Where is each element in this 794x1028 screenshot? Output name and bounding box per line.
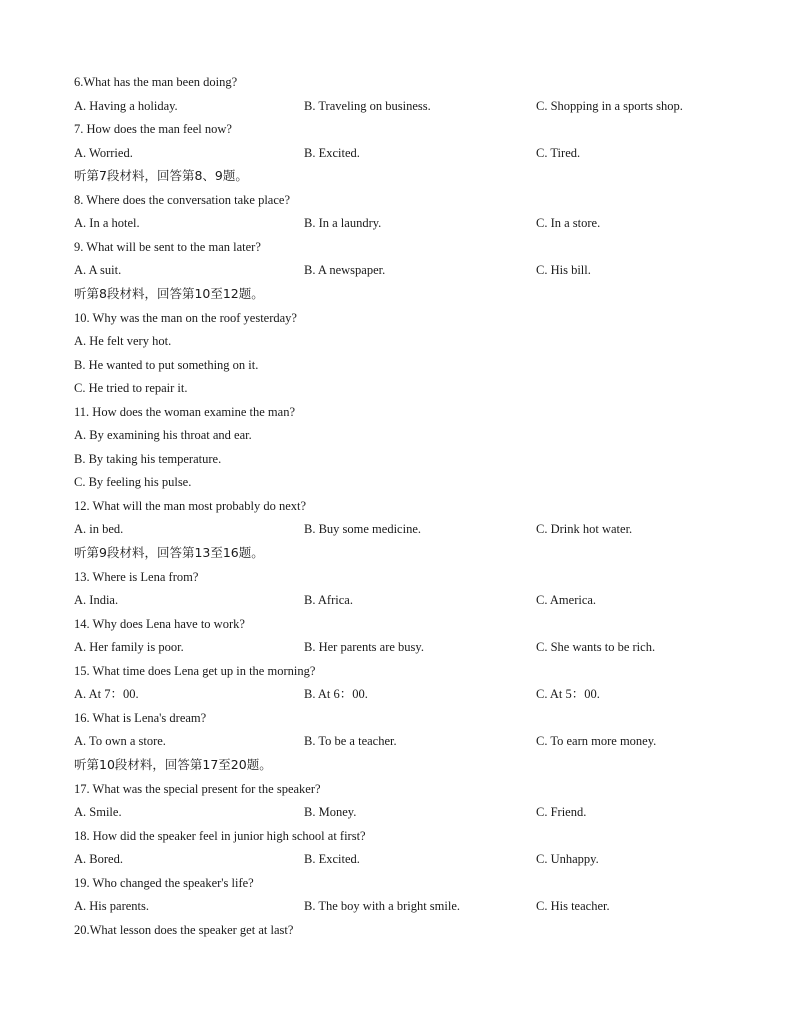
question-text: 20.What lesson does the speaker get at last? xyxy=(74,923,294,937)
answer-option: C. In a store. xyxy=(536,216,601,230)
answer-option: C. To earn more money. xyxy=(536,734,657,748)
question-text: 15. What time does Lena get up in the morning? xyxy=(74,664,316,678)
answer-option: A. His parents. xyxy=(74,899,149,913)
question-text: B. By taking his temperature. xyxy=(74,452,222,466)
answer-option: C. America. xyxy=(536,593,597,607)
question-text: 8. Where does the conversation take place? xyxy=(74,193,290,207)
question-text: 19. Who changed the speaker's life? xyxy=(74,876,254,890)
question-text: 17. What was the special present for the speaker? xyxy=(74,782,321,796)
answer-option: B. Money. xyxy=(304,805,357,819)
answer-option: A. In a hotel. xyxy=(74,216,140,230)
section-instruction: 听第9段材料，回答第13至16题。 xyxy=(74,545,264,560)
question-text: B. He wanted to put something on it. xyxy=(74,358,259,372)
answer-option: A. Worried. xyxy=(74,146,133,160)
section-instruction: 听第7段材料，回答第8、9题。 xyxy=(74,168,248,183)
answer-option: B. The boy with a bright smile. xyxy=(304,899,461,913)
question-text: 10. Why was the man on the roof yesterday? xyxy=(74,311,297,325)
answer-option: B. Buy some medicine. xyxy=(304,522,421,536)
answer-option: C. His teacher. xyxy=(536,899,610,913)
question-text: C. He tried to repair it. xyxy=(74,381,188,395)
answer-option: B. Africa. xyxy=(304,593,353,607)
question-text: 16. What is Lena's dream? xyxy=(74,711,207,725)
question-text: 7. How does the man feel now? xyxy=(74,122,232,136)
question-text: A. He felt very hot. xyxy=(74,334,172,348)
answer-option: B. At 6：00. xyxy=(304,687,368,701)
answer-option: C. Friend. xyxy=(536,805,587,819)
answer-option: B. Excited. xyxy=(304,146,360,160)
answer-option: C. Unhappy. xyxy=(536,852,599,866)
answer-option: C. She wants to be rich. xyxy=(536,640,656,654)
question-text: 12. What will the man most probably do next? xyxy=(74,499,307,513)
answer-option: C. At 5：00. xyxy=(536,687,600,701)
question-text: 18. How did the speaker feel in junior high school at first? xyxy=(74,829,366,843)
answer-option: A. A suit. xyxy=(74,263,122,277)
question-text: 14. Why does Lena have to work? xyxy=(74,617,245,631)
answer-option: C. Tired. xyxy=(536,146,581,160)
answer-option: C. His bill. xyxy=(536,263,591,277)
answer-option: A. in bed. xyxy=(74,522,124,536)
question-text: 6.What has the man been doing? xyxy=(74,75,238,89)
answer-option: A. Smile. xyxy=(74,805,122,819)
answer-option: B. In a laundry. xyxy=(304,216,382,230)
question-text: 9. What will be sent to the man later? xyxy=(74,240,261,254)
answer-option: A. At 7：00. xyxy=(74,687,139,701)
answer-option: B. To be a teacher. xyxy=(304,734,397,748)
section-instruction: 听第10段材料，回答第17至20题。 xyxy=(74,757,272,772)
answer-option: C. Shopping in a sports shop. xyxy=(536,99,683,113)
answer-option: B. Excited. xyxy=(304,852,360,866)
answer-option: B. Traveling on business. xyxy=(304,99,431,113)
answer-option: A. India. xyxy=(74,593,119,607)
answer-option: B. A newspaper. xyxy=(304,263,386,277)
answer-option: A. Her family is poor. xyxy=(74,640,184,654)
question-text: A. By examining his throat and ear. xyxy=(74,428,252,442)
question-text: 13. Where is Lena from? xyxy=(74,570,199,584)
section-instruction: 听第8段材料，回答第10至12题。 xyxy=(74,286,264,301)
answer-option: A. Having a holiday. xyxy=(74,99,178,113)
answer-option: B. Her parents are busy. xyxy=(304,640,424,654)
question-text: 11. How does the woman examine the man? xyxy=(74,405,296,419)
question-text: C. By feeling his pulse. xyxy=(74,475,192,489)
answer-option: C. Drink hot water. xyxy=(536,522,633,536)
answer-option: A. To own a store. xyxy=(74,734,166,748)
answer-option: A. Bored. xyxy=(74,852,123,866)
